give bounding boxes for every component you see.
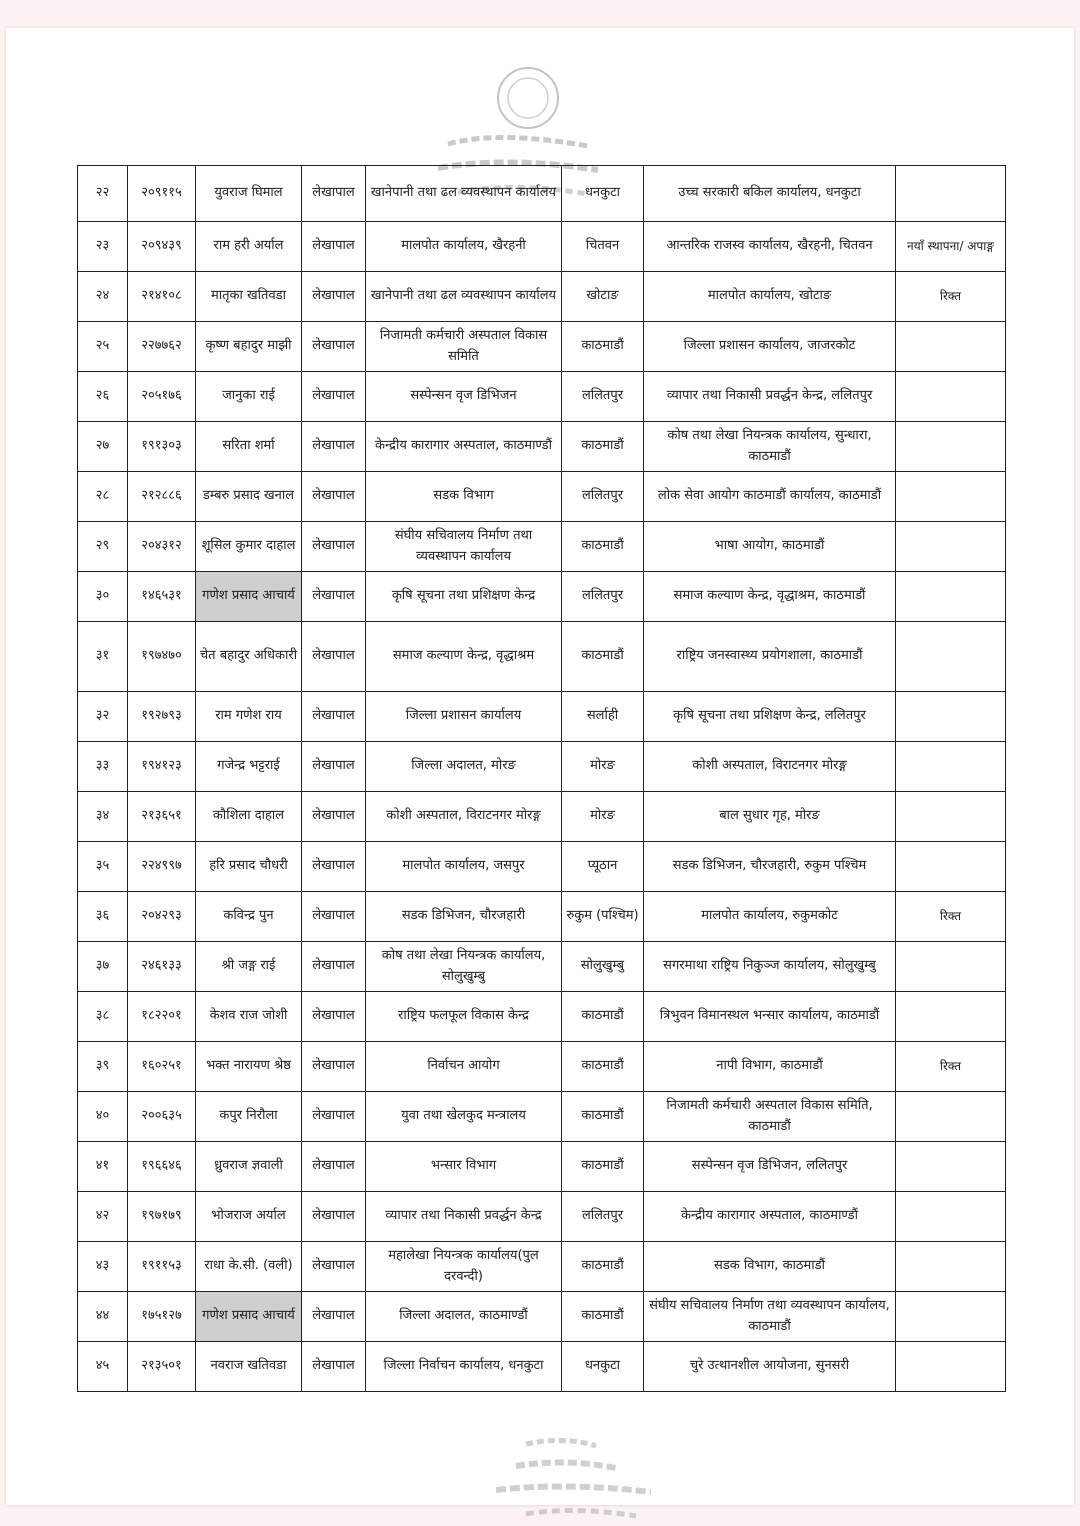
cell-current-office: जिल्ला निर्वाचन कार्यालय, धनकुटा: [366, 1342, 562, 1392]
transfer-table: [77, 165, 1006, 1392]
cell-name: कृष्ण बहादुर माझी: [196, 322, 302, 372]
cell-name: सरिता शर्मा: [196, 422, 302, 472]
cell-remarks: [896, 166, 1006, 222]
cell-new-office: कोशी अस्पताल, विराटनगर मोरङ्ग: [644, 742, 896, 792]
cell-name: चेत बहादुर अधिकारी: [196, 622, 302, 692]
cell-post: लेखापाल: [302, 942, 366, 992]
cell-name: मातृका खतिवडा: [196, 272, 302, 322]
cell-new-office: निजामती कर्मचारी अस्पताल विकास समिति, काठमाडौं: [644, 1092, 896, 1142]
cell-current-office: कृषि सूचना तथा प्रशिक्षण केन्द्र: [366, 572, 562, 622]
cell-current-office: जिल्ला अदालत, काठमाण्डौं: [366, 1292, 562, 1342]
cell-code: १४६५३१: [128, 572, 196, 622]
cell-code: २१३६५१: [128, 792, 196, 842]
cell-sn: ४३: [78, 1242, 128, 1292]
cell-district: काठमाडौं: [562, 992, 644, 1042]
cell-new-office: त्रिभुवन विमानस्थल भन्सार कार्यालय, काठमाडौं: [644, 992, 896, 1042]
cell-post: लेखापाल: [302, 742, 366, 792]
cell-remarks: [896, 1242, 1006, 1292]
cell-post: लेखापाल: [302, 522, 366, 572]
cell-district: ललितपुर: [562, 472, 644, 522]
cell-post: लेखापाल: [302, 1242, 366, 1292]
cell-name: गणेश प्रसाद आचार्य: [196, 1292, 302, 1342]
cell-sn: २२: [78, 166, 128, 222]
cell-post: लेखापाल: [302, 572, 366, 622]
cell-district: ललितपुर: [562, 1192, 644, 1242]
cell-district: मोरङ: [562, 792, 644, 842]
cell-sn: ३९: [78, 1042, 128, 1092]
table-row: [78, 1242, 1006, 1292]
cell-current-office: खानेपानी तथा ढल व्यवस्थापन कार्यालय: [366, 166, 562, 222]
cell-remarks: [896, 572, 1006, 622]
cell-remarks: [896, 322, 1006, 372]
cell-remarks: [896, 1192, 1006, 1242]
table-row: [78, 572, 1006, 622]
cell-new-office: केन्द्रीय कारागार अस्पताल, काठमाण्डौं: [644, 1192, 896, 1242]
cell-remarks: [896, 1292, 1006, 1342]
cell-code: २०५१७६: [128, 372, 196, 422]
cell-name: हरि प्रसाद चौधरी: [196, 842, 302, 892]
cell-post: लेखापाल: [302, 692, 366, 742]
table-row: [78, 692, 1006, 742]
cell-new-office: भाषा आयोग, काठमाडौं: [644, 522, 896, 572]
cell-code: १९४१२३: [128, 742, 196, 792]
cell-name: भोजराज अर्याल: [196, 1192, 302, 1242]
cell-current-office: मालपोत कार्यालय, खैरहनी: [366, 222, 562, 272]
cell-name: कपुर निरौला: [196, 1092, 302, 1142]
cell-code: २१४१०८: [128, 272, 196, 322]
table-row: [78, 1042, 1006, 1092]
table-row: [78, 322, 1006, 372]
cell-sn: ३६: [78, 892, 128, 942]
cell-remarks: [896, 792, 1006, 842]
cell-district: ललितपुर: [562, 572, 644, 622]
cell-new-office: राष्ट्रिय जनस्वास्थ्य प्रयोगशाला, काठमाडौं: [644, 622, 896, 692]
cell-name: नवराज खतिवडा: [196, 1342, 302, 1392]
table-row: [78, 472, 1006, 522]
cell-code: २०९११५: [128, 166, 196, 222]
table-row: [78, 222, 1006, 272]
cell-post: लेखापाल: [302, 1342, 366, 1392]
cell-name: राधा के.सी. (वली): [196, 1242, 302, 1292]
cell-new-office: सडक डिभिजन, चौरजहारी, रुकुम पश्चिम: [644, 842, 896, 892]
cell-sn: ३२: [78, 692, 128, 742]
table-row: [78, 742, 1006, 792]
cell-current-office: निर्वाचन आयोग: [366, 1042, 562, 1092]
cell-current-office: मालपोत कार्यालय, जसपुर: [366, 842, 562, 892]
cell-post: लेखापाल: [302, 1042, 366, 1092]
table-row: [78, 1142, 1006, 1192]
cell-remarks: [896, 842, 1006, 892]
document-page: [6, 28, 1074, 1505]
cell-district: काठमाडौं: [562, 1242, 644, 1292]
cell-code: २०४३१२: [128, 522, 196, 572]
cell-code: १९७४७०: [128, 622, 196, 692]
cell-current-office: सडक विभाग: [366, 472, 562, 522]
cell-new-office: बाल सुधार गृह, मोरङ: [644, 792, 896, 842]
cell-district: काठमाडौं: [562, 1092, 644, 1142]
cell-remarks: रिक्त: [896, 272, 1006, 322]
cell-post: लेखापाल: [302, 422, 366, 472]
cell-post: लेखापाल: [302, 892, 366, 942]
cell-code: १७५१२७: [128, 1292, 196, 1342]
cell-current-office: संघीय सचिवालय निर्माण तथा व्यवस्थापन कार्यालय: [366, 522, 562, 572]
cell-name: राम हरी अर्याल: [196, 222, 302, 272]
cell-post: लेखापाल: [302, 1142, 366, 1192]
cell-post: लेखापाल: [302, 1092, 366, 1142]
cell-post: लेखापाल: [302, 842, 366, 892]
cell-sn: २७: [78, 422, 128, 472]
cell-code: २००६३५: [128, 1092, 196, 1142]
cell-current-office: राष्ट्रिय फलफूल विकास केन्द्र: [366, 992, 562, 1042]
cell-name: कविन्द्र पुन: [196, 892, 302, 942]
cell-name: शूसिल कुमार दाहाल: [196, 522, 302, 572]
cell-current-office: जिल्ला प्रशासन कार्यालय: [366, 692, 562, 742]
table-row: [78, 622, 1006, 692]
table-row: [78, 842, 1006, 892]
cell-remarks: [896, 622, 1006, 692]
table-row: [78, 372, 1006, 422]
cell-sn: ३७: [78, 942, 128, 992]
cell-district: काठमाडौं: [562, 1042, 644, 1092]
cell-district: रुकुम (पश्चिम): [562, 892, 644, 942]
table-row: [78, 522, 1006, 572]
cell-district: सोलुखुम्बु: [562, 942, 644, 992]
cell-sn: २५: [78, 322, 128, 372]
cell-sn: ३४: [78, 792, 128, 842]
cell-new-office: लोक सेवा आयोग काठमाडौं कार्यालय, काठमाडौं: [644, 472, 896, 522]
cell-remarks: [896, 1092, 1006, 1142]
table-row: [78, 1342, 1006, 1392]
table-row: [78, 992, 1006, 1042]
cell-remarks: नयाँ स्थापना/ अपाङ्ग: [896, 222, 1006, 272]
cell-new-office: मालपोत कार्यालय, रुकुमकोट: [644, 892, 896, 942]
table-row: [78, 942, 1006, 992]
cell-new-office: मालपोत कार्यालय, खोटाङ: [644, 272, 896, 322]
cell-name: गजेन्द्र भट्टराई: [196, 742, 302, 792]
cell-new-office: सगरमाथा राष्ट्रिय निकुञ्ज कार्यालय, सोलुखुम्बु: [644, 942, 896, 992]
cell-code: २१३५०१: [128, 1342, 196, 1392]
cell-sn: ३५: [78, 842, 128, 892]
cell-remarks: रिक्त: [896, 1042, 1006, 1092]
cell-new-office: कृषि सूचना तथा प्रशिक्षण केन्द्र, ललितपुर: [644, 692, 896, 742]
cell-new-office: सडक विभाग, काठमाडौं: [644, 1242, 896, 1292]
cell-remarks: [896, 742, 1006, 792]
cell-district: काठमाडौं: [562, 422, 644, 472]
cell-name: ध्रुवराज ज्ञवाली: [196, 1142, 302, 1192]
cell-name: केशव राज जोशी: [196, 992, 302, 1042]
cell-name: युवराज घिमाल: [196, 166, 302, 222]
cell-remarks: [896, 942, 1006, 992]
cell-code: १९६६४६: [128, 1142, 196, 1192]
cell-remarks: [896, 1342, 1006, 1392]
cell-remarks: रिक्त: [896, 892, 1006, 942]
cell-current-office: व्यापार तथा निकासी प्रवर्द्धन केन्द्र: [366, 1192, 562, 1242]
cell-name: राम गणेश राय: [196, 692, 302, 742]
cell-current-office: समाज कल्याण केन्द्र, वृद्धाश्रम: [366, 622, 562, 692]
cell-remarks: [896, 692, 1006, 742]
cell-code: १९१३०३: [128, 422, 196, 472]
table-row: [78, 166, 1006, 222]
cell-post: लेखापाल: [302, 472, 366, 522]
cell-district: काठमाडौं: [562, 522, 644, 572]
cell-remarks: [896, 372, 1006, 422]
cell-current-office: कोशी अस्पताल, विराटनगर मोरङ्ग: [366, 792, 562, 842]
cell-sn: २८: [78, 472, 128, 522]
cell-code: २२७७६२: [128, 322, 196, 372]
table-row: [78, 1292, 1006, 1342]
cell-name: गणेश प्रसाद आचार्य: [196, 572, 302, 622]
cell-district: प्यूठान: [562, 842, 644, 892]
cell-district: धनकुटा: [562, 1342, 644, 1392]
cell-sn: ३०: [78, 572, 128, 622]
cell-district: काठमाडौं: [562, 1292, 644, 1342]
cell-district: खोटाङ: [562, 272, 644, 322]
cell-remarks: [896, 1142, 1006, 1192]
table-row: [78, 1092, 1006, 1142]
cell-sn: २४: [78, 272, 128, 322]
table-row: [78, 792, 1006, 842]
cell-sn: ३१: [78, 622, 128, 692]
cell-post: लेखापाल: [302, 792, 366, 842]
cell-post: लेखापाल: [302, 1292, 366, 1342]
cell-new-office: चुरे उत्थानशील आयोजना, सुनसरी: [644, 1342, 896, 1392]
cell-post: लेखापाल: [302, 272, 366, 322]
cell-new-office: जिल्ला प्रशासन कार्यालय, जाजरकोट: [644, 322, 896, 372]
cell-district: काठमाडौं: [562, 622, 644, 692]
table-body: [78, 166, 1006, 1392]
cell-district: काठमाडौं: [562, 322, 644, 372]
cell-code: १८२२०१: [128, 992, 196, 1042]
table-row: [78, 272, 1006, 322]
cell-sn: ४४: [78, 1292, 128, 1342]
cell-district: मोरङ: [562, 742, 644, 792]
cell-current-office: युवा तथा खेलकुद मन्त्रालय: [366, 1092, 562, 1142]
cell-name: श्री जङ्ग राई: [196, 942, 302, 992]
cell-code: १६०२५१: [128, 1042, 196, 1092]
cell-sn: २९: [78, 522, 128, 572]
cell-current-office: सडक डिभिजन, चौरजहारी: [366, 892, 562, 942]
cell-new-office: संघीय सचिवालय निर्माण तथा व्यवस्थापन कार्यालय, काठमाडौं: [644, 1292, 896, 1342]
cell-current-office: भन्सार विभाग: [366, 1142, 562, 1192]
cell-code: २४६१३३: [128, 942, 196, 992]
cell-name: भक्त नारायण श्रेष्ठ: [196, 1042, 302, 1092]
cell-new-office: आन्तरिक राजस्व कार्यालय, खैरहनी, चितवन: [644, 222, 896, 272]
cell-sn: ३३: [78, 742, 128, 792]
cell-new-office: समाज कल्याण केन्द्र, वृद्धाश्रम, काठमाडौं: [644, 572, 896, 622]
cell-current-office: सस्पेन्सन वृज डिभिजन: [366, 372, 562, 422]
cell-district: चितवन: [562, 222, 644, 272]
cell-post: लेखापाल: [302, 322, 366, 372]
cell-remarks: [896, 472, 1006, 522]
cell-current-office: निजामती कर्मचारी अस्पताल विकास समिति: [366, 322, 562, 372]
cell-current-office: कोष तथा लेखा नियन्त्रक कार्यालय, सोलुखुम्बु: [366, 942, 562, 992]
cell-remarks: [896, 522, 1006, 572]
cell-district: ललितपुर: [562, 372, 644, 422]
cell-new-office: नापी विभाग, काठमाडौं: [644, 1042, 896, 1092]
cell-post: लेखापाल: [302, 372, 366, 422]
cell-code: १९७१७९: [128, 1192, 196, 1242]
cell-district: काठमाडौं: [562, 1142, 644, 1192]
cell-new-office: व्यापार तथा निकासी प्रवर्द्धन केन्द्र, ललितपुर: [644, 372, 896, 422]
cell-sn: २६: [78, 372, 128, 422]
cell-post: लेखापाल: [302, 1192, 366, 1242]
cell-remarks: [896, 422, 1006, 472]
cell-code: २०४२९३: [128, 892, 196, 942]
cell-current-office: जिल्ला अदालत, मोरङ: [366, 742, 562, 792]
cell-post: लेखापाल: [302, 992, 366, 1042]
table-row: [78, 1192, 1006, 1242]
official-stamp-icon: [466, 1426, 666, 1526]
cell-sn: ४१: [78, 1142, 128, 1192]
cell-new-office: सस्पेन्सन वृज डिभिजन, ललितपुर: [644, 1142, 896, 1192]
cell-current-office: महालेखा नियन्त्रक कार्यालय(पुल दरवन्दी): [366, 1242, 562, 1292]
cell-district: सर्लाही: [562, 692, 644, 742]
cell-code: १९११५३: [128, 1242, 196, 1292]
cell-code: १९२७९३: [128, 692, 196, 742]
cell-name: डम्बरु प्रसाद खनाल: [196, 472, 302, 522]
cell-sn: ४५: [78, 1342, 128, 1392]
cell-sn: ४२: [78, 1192, 128, 1242]
cell-remarks: [896, 992, 1006, 1042]
cell-name: कौशिला दाहाल: [196, 792, 302, 842]
cell-name: जानुका राई: [196, 372, 302, 422]
cell-sn: ३८: [78, 992, 128, 1042]
cell-sn: २३: [78, 222, 128, 272]
cell-code: २०९४३९: [128, 222, 196, 272]
cell-post: लेखापाल: [302, 622, 366, 692]
cell-post: लेखापाल: [302, 166, 366, 222]
cell-post: लेखापाल: [302, 222, 366, 272]
cell-new-office: कोष तथा लेखा नियन्त्रक कार्यालय, सुन्धारा, काठमाडौं: [644, 422, 896, 472]
cell-code: २१२८८६: [128, 472, 196, 522]
table-row: [78, 892, 1006, 942]
cell-district: धनकुटा: [562, 166, 644, 222]
cell-new-office: उच्च सरकारी बकिल कार्यालय, धनकुटा: [644, 166, 896, 222]
cell-sn: ४०: [78, 1092, 128, 1142]
cell-current-office: खानेपानी तथा ढल व्यवस्थापन कार्यालय: [366, 272, 562, 322]
cell-code: २२४९९७: [128, 842, 196, 892]
cell-current-office: केन्द्रीय कारागार अस्पताल, काठमाण्डौं: [366, 422, 562, 472]
table-row: [78, 422, 1006, 472]
